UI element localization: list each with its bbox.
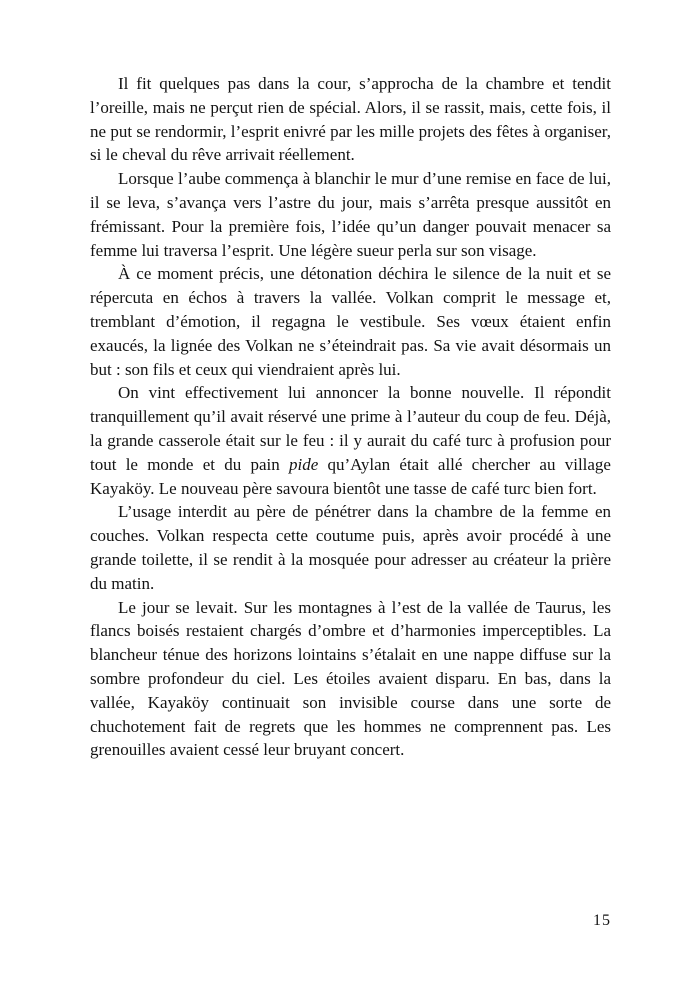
- paragraph: [90, 500, 611, 595]
- text-run: Il fit quelques pas dans la cour, s’approcha de la chambre et tendit l’oreille, mais ne perçut rien de spécial. Alors, il se rassit, mais, cette fois, il ne put se rendormir, l’esprit enivré par les mille projets des fêtes à organiser, si le cheval du rêve arrivait réellement.: [90, 74, 611, 165]
- paragraph: [90, 262, 611, 381]
- text-run: Le jour se levait. Sur les montagnes à l’est de la vallée de Taurus, les flancs boisés restaient chargés d’ombre et d’harmonies imperceptibles. La blancheur ténue des horizons lointains s’étalait en une nappe diffuse sur la sombre profondeur du ciel. Les étoiles avaient disparu. En bas, dans la vallée, Kayaköy continuait son invisible course dans une sorte de chuchotement fait de regrets que les hommes ne comprennent pas. Les grenouilles avaient cessé leur bruyant concert.: [90, 597, 611, 760]
- page-text: [90, 72, 611, 762]
- paragraph: [90, 381, 611, 500]
- paragraph: [90, 167, 611, 262]
- text-run: À ce moment précis, une détonation déchira le silence de la nuit et se répercuta en échos à travers la vallée. Volkan comprit le message et, tremblant d’émotion, il regagna le vestibule. Ses vœux étaient enfin exaucés, la lignée des Volkan ne s’éteindrait pas. Sa vie avait désormais un but : son fils et ceux qui viendraient après lui.: [90, 264, 611, 379]
- italic-word: pide: [288, 454, 319, 474]
- paragraph: [90, 596, 611, 763]
- paragraph: [90, 72, 611, 167]
- page-number: 15: [593, 912, 611, 929]
- text-run: qu’Aylan était allé chercher au village Kayaköy. Le nouveau père savoura bientôt une tasse de café turc bien fort.: [90, 454, 611, 498]
- text-run: Lorsque l’aube commença à blanchir le mur d’une remise en face de lui, il se leva, s’avança vers l’astre du jour, mais s’arrêta presque aussitôt en frémissant. Pour la première fois, l’idée qu’un danger pouvait menacer sa femme lui traversa l’esprit. Une légère sueur perla sur son visage.: [90, 169, 611, 260]
- text-run: On vint effectivement lui annoncer la bonne nouvelle. Il répondit tranquillement qu’il avait réservé une prime à l’auteur du coup de feu. Déjà, la grande casserole était sur le feu : il y aurait du café turc à profusion pour tout le monde et du pain: [90, 383, 611, 474]
- text-run: L’usage interdit au père de pénétrer dans la chambre de la femme en couches. Volkan respecta cette coutume puis, après avoir procédé à une grande toilette, il se rendit à la mosquée pour adresser au créateur la prière du matin.: [90, 502, 611, 593]
